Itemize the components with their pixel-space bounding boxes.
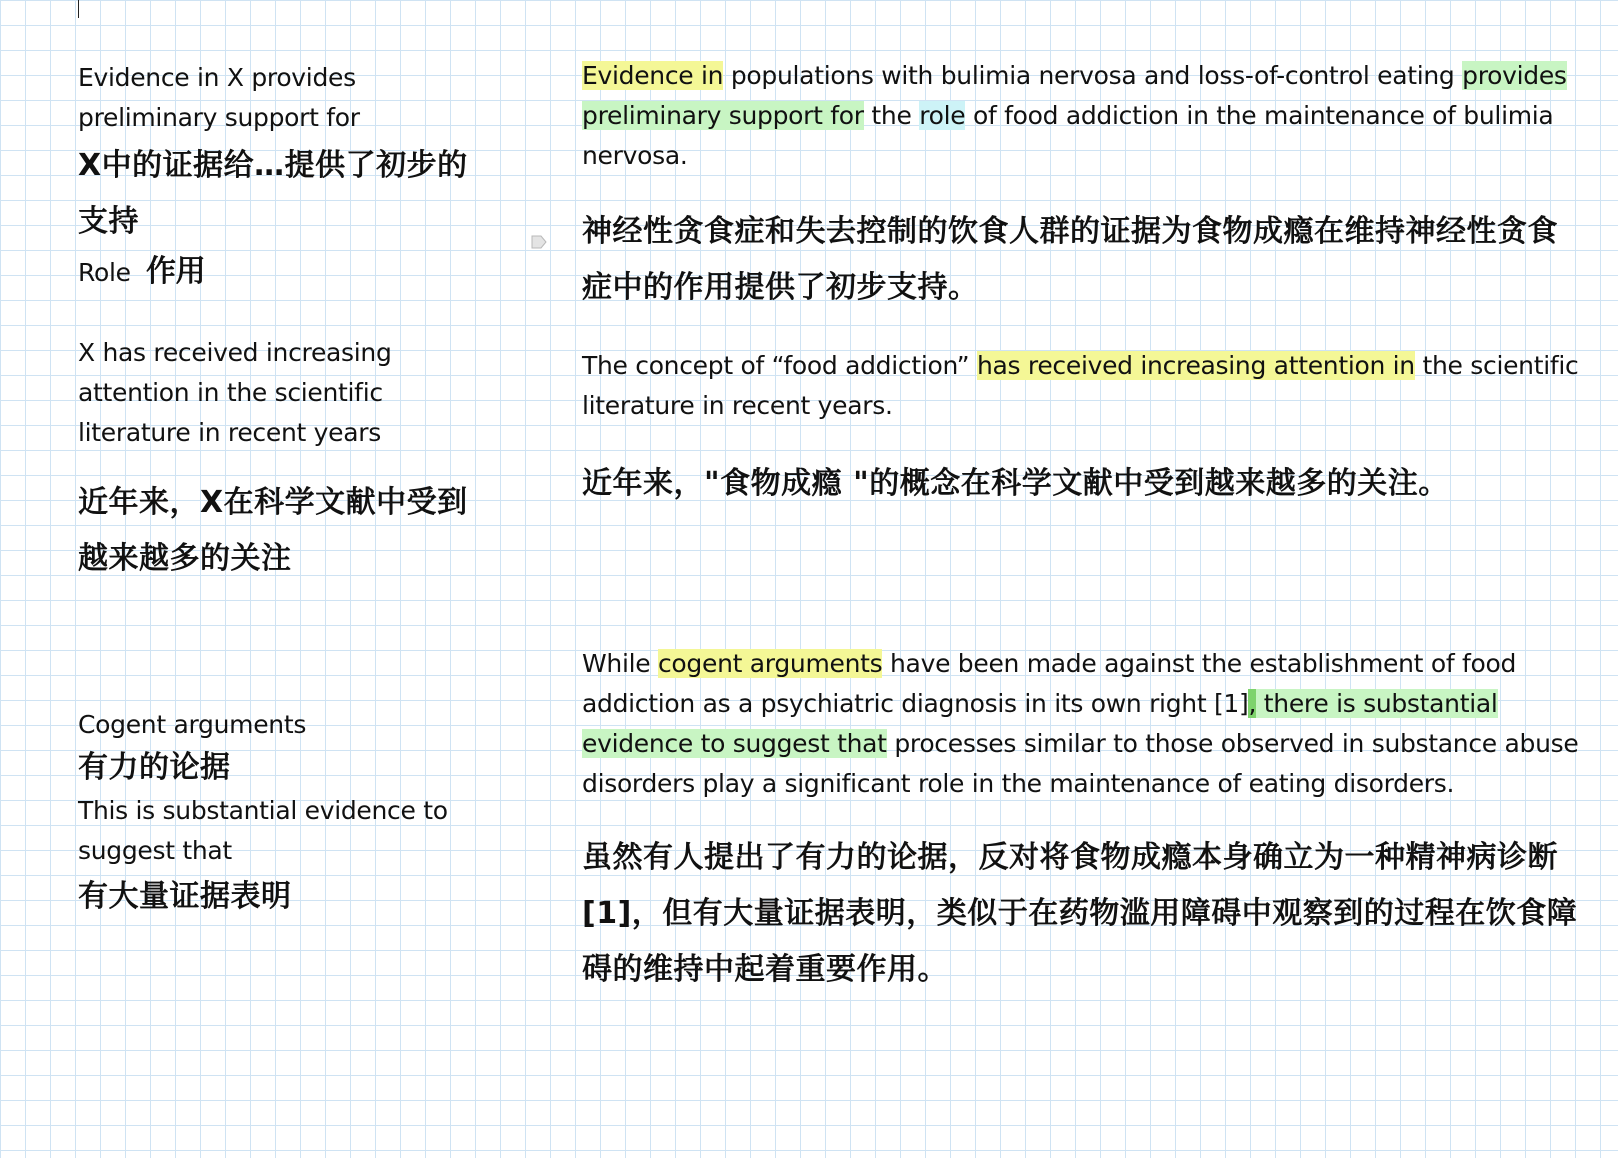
text-run: While — [582, 649, 658, 678]
highlight-comma: , — [1248, 689, 1257, 718]
text-run: the — [863, 101, 920, 130]
note-zh-cogent[interactable]: 有力的论据 — [78, 750, 231, 785]
text-run: the scientific literature in recent years. — [582, 351, 1579, 420]
comment-tag-icon[interactable] — [530, 233, 548, 251]
highlight-preliminary-support: provides preliminary support for — [582, 61, 1567, 130]
note-role[interactable] — [78, 252, 468, 293]
translation-paragraph-3[interactable]: 虽然有人提出了有力的论据，反对将食物成瘾本身确立为一种精神病诊断[1]，但有大量证据表明，类似于在药物滥用障碍中观察到的过程在饮食障碍的维持中起着重要作用。 — [582, 840, 1578, 987]
note-role-zh: 作用 — [145, 254, 206, 289]
translation-paragraph-2[interactable]: 近年来，"食物成瘾 "的概念在科学文献中受到越来越多的关注。 — [582, 466, 1449, 501]
paragraph-cogent-arguments[interactable] — [582, 644, 1582, 804]
note-zh-substantial[interactable]: 有大量证据表明 — [78, 879, 292, 914]
note-evidence-in-x — [78, 58, 468, 293]
text-run: of food addiction in the maintenance of bulimia nervosa. — [582, 101, 1554, 170]
highlight-role: role — [919, 101, 966, 130]
text-run: populations with bulimia nervosa and loss-of-control eating — [723, 61, 1463, 90]
note-en-substantial[interactable]: This is substantial evidence to suggest that — [78, 796, 448, 865]
text-run: processes similar to those observed in substance abuse disorders play a significant role in the maintenance of eating disorders. — [582, 729, 1579, 798]
text-run: have been made against the establishment of food addiction as a psychiatric diagnosis in its own right [1] — [582, 649, 1517, 718]
note-received-attention — [78, 333, 468, 587]
note-role-en: Role — [78, 258, 131, 287]
highlight-substantial-evidence: there is substantial evidence to suggest that — [582, 689, 1498, 758]
text-run: The concept of “food addiction” — [582, 351, 977, 380]
highlight-evidence-in: Evidence in — [582, 61, 724, 90]
note-en-cogent[interactable]: Cogent arguments — [78, 710, 307, 739]
note-cogent-arguments — [78, 705, 468, 923]
paragraph-concept-food-addiction[interactable] — [582, 346, 1582, 426]
note-zh-evidence[interactable]: X中的证据给…提供了初步的支持 — [78, 148, 468, 239]
document-body-column — [582, 56, 1582, 998]
translation-paragraph-1[interactable]: 神经性贪食症和失去控制的饮食人群的证据为食物成瘾在维持神经性贪食症中的作用提供了初步支持。 — [582, 214, 1558, 305]
note-zh-attention[interactable]: 近年来，X在科学文献中受到越来越多的关注 — [78, 485, 468, 576]
note-en-evidence[interactable]: Evidence in X provides preliminary support for — [78, 63, 360, 132]
note-en-attention[interactable]: X has received increasing attention in the scientific literature in recent years — [78, 338, 392, 447]
highlight-cogent-arguments: cogent arguments — [657, 649, 883, 678]
text-cursor — [78, 0, 79, 18]
paragraph-food-addiction-bulimia[interactable] — [582, 56, 1582, 176]
vocab-notes-column — [78, 58, 468, 923]
highlight-received-attention: has received increasing attention in — [976, 351, 1415, 380]
